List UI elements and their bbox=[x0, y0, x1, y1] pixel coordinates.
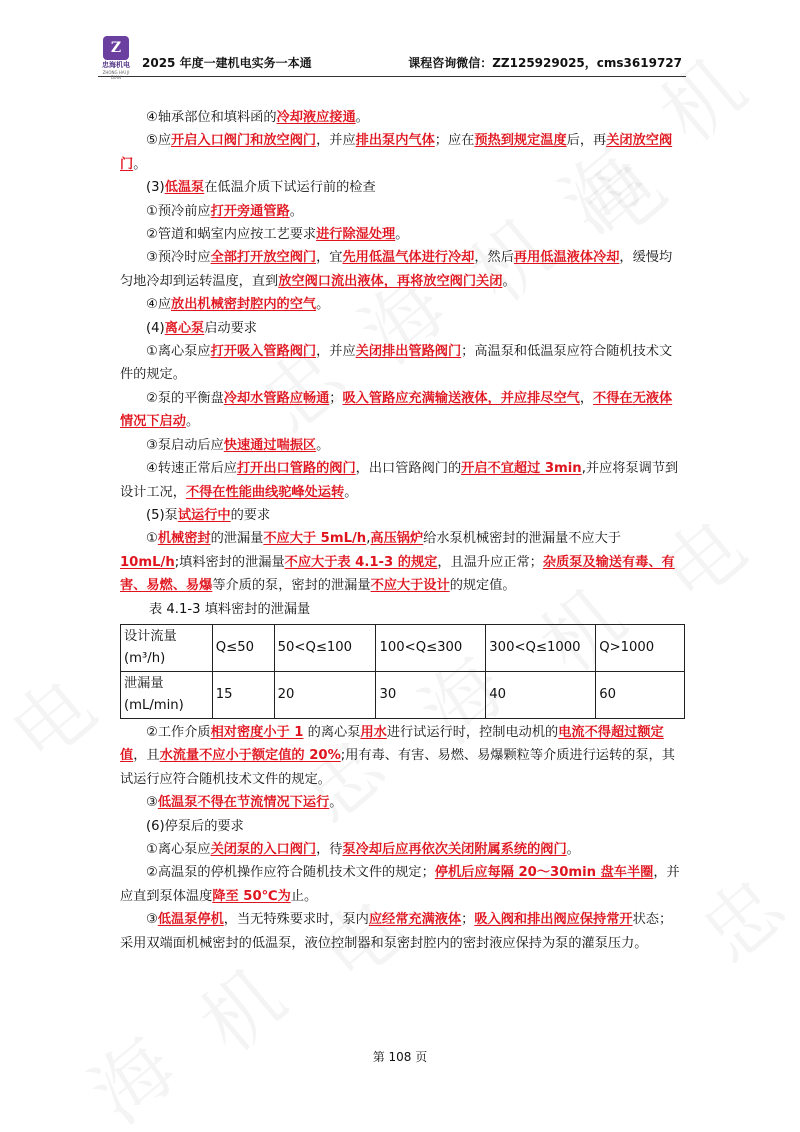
logo-mark-icon: Z bbox=[103, 36, 129, 60]
body-text: ①预冷前应 bbox=[146, 203, 211, 219]
highlighted-text: 先用低温气体进行冷却 bbox=[342, 250, 475, 266]
body-text: ，并应 bbox=[316, 133, 356, 149]
body-text: 给水泵机械密封的泄漏量不应大于 bbox=[423, 531, 621, 547]
body-text: ；应在 bbox=[434, 133, 475, 149]
body-text: 。 bbox=[289, 203, 303, 219]
highlighted-text: 关闭放空阀门 bbox=[120, 133, 673, 172]
highlighted-text: 用水 bbox=[360, 724, 387, 740]
table-cell: 300<Q≤1000 bbox=[486, 624, 596, 671]
highlighted-text: 低温泵停机 bbox=[157, 912, 224, 928]
body-text: ③ bbox=[146, 912, 158, 928]
header-contact: 课程咨询微信：ZZ125929025，cms3619727 bbox=[408, 56, 682, 70]
highlighted-text: 排出泵内气体 bbox=[355, 133, 435, 149]
body-text: ④转速正常后应 bbox=[146, 461, 237, 477]
body-text: 状态；采用双端面机械密封的低温泵，液位控制器和泵密封腔内的密封液应保持为泵的灌泵压力。 bbox=[120, 912, 673, 951]
table-row bbox=[121, 671, 685, 718]
body-text: 等介质的泵，密封的泄漏量 bbox=[212, 578, 371, 594]
leakage-table bbox=[120, 624, 685, 719]
paragraph-group-2 bbox=[120, 721, 680, 955]
highlighted-text: 吸入阀和排出阀应保持常开 bbox=[474, 912, 633, 928]
highlighted-text: 预热到规定温度 bbox=[474, 133, 567, 149]
body-text: ，宜 bbox=[316, 250, 343, 266]
highlighted-text: 全部打开放空阀门 bbox=[210, 250, 317, 266]
body-text: 的规定值。 bbox=[449, 578, 516, 594]
highlighted-text: 应经常充满液体 bbox=[368, 912, 462, 928]
logo-subtext: ZHONG HAI JI DIAN bbox=[102, 70, 130, 80]
body-text: ，且温升应正常； bbox=[437, 554, 543, 570]
body-text: ，并应直到泵体温度 bbox=[120, 865, 680, 904]
highlighted-text: 进行除湿处理 bbox=[316, 227, 396, 243]
highlighted-text: 打开出口管路的阀门 bbox=[236, 461, 356, 477]
body-text: (6)停泵后的要求 bbox=[146, 818, 244, 834]
highlighted-text: 杂质泵及输送有毒、有害、易燃、易爆 bbox=[120, 554, 675, 594]
table-cell: 50<Q≤100 bbox=[274, 624, 376, 671]
body-text: ① bbox=[146, 531, 158, 547]
paragraph bbox=[120, 504, 680, 527]
body-text: ，且 bbox=[133, 748, 160, 764]
body-text: 进行试运行时，控制电动机的 bbox=[386, 724, 559, 740]
body-text: (5)泵 bbox=[146, 507, 178, 523]
paragraph bbox=[120, 434, 680, 457]
highlighted-text: 电流不得超过额定值 bbox=[120, 724, 664, 764]
highlighted-text: 再用低温液体冷却 bbox=[513, 250, 620, 266]
highlighted-text: 相对密度小于 1 bbox=[210, 724, 304, 740]
paragraph bbox=[120, 721, 680, 791]
body-text: ;填料密封的泄漏量 bbox=[174, 554, 285, 570]
table-cell: 60 bbox=[596, 671, 685, 718]
table-caption: 表 4.1-3 填料密封的泄漏量 bbox=[149, 601, 311, 617]
table-cell: 20 bbox=[274, 671, 376, 718]
table-cell: 30 bbox=[376, 671, 486, 718]
paragraph bbox=[120, 106, 680, 129]
body-text: 。 bbox=[329, 795, 343, 811]
body-text: 。 bbox=[395, 227, 409, 243]
table-cell: 100<Q≤300 bbox=[376, 624, 486, 671]
paragraph bbox=[120, 317, 680, 340]
highlighted-text: 降至 50℃为 bbox=[212, 888, 291, 904]
logo-text: 忠海机电 bbox=[102, 61, 130, 69]
paragraph bbox=[120, 129, 680, 176]
body-text: ，并应 bbox=[316, 344, 356, 360]
table-cell: 40 bbox=[486, 671, 596, 718]
highlighted-text: 不得在无液体情况下启动 bbox=[120, 390, 673, 430]
highlighted-text: 开启不宜超过 3min bbox=[461, 461, 582, 477]
paragraph bbox=[120, 176, 680, 199]
highlighted-text: 停机后应每隔 20～30min 盘车半圈 bbox=[434, 865, 654, 881]
highlighted-text: 高压锅炉 bbox=[370, 531, 424, 547]
body-text: ，然后 bbox=[474, 250, 514, 266]
body-text: 在低温介质下试运行前的检查 bbox=[204, 180, 376, 196]
body-text: 的离心泵 bbox=[303, 724, 361, 740]
body-text: ；高温泵和低温泵应符合随机技术文件的规定。 bbox=[120, 344, 673, 383]
paragraph bbox=[120, 387, 680, 434]
highlighted-text: 冷却液应接通 bbox=[276, 110, 356, 125]
highlighted-text: 不应大于设计 bbox=[370, 578, 450, 594]
body-text: ，当无特殊要求时，泵内 bbox=[223, 912, 369, 928]
body-text: ，缓慢均匀地冷却到运转温度，直到 bbox=[120, 250, 673, 289]
body-text: ④轴承部位和填料函的 bbox=[146, 110, 277, 125]
paragraph bbox=[120, 200, 680, 223]
body-text: ③ bbox=[146, 795, 158, 811]
highlighted-text: 关闭泵的入口阀门 bbox=[210, 841, 317, 857]
body-text: 。 bbox=[316, 297, 330, 313]
body-text: , bbox=[366, 531, 371, 547]
body-text: 。 bbox=[566, 841, 580, 857]
body-text: ②泵的平衡盘 bbox=[146, 390, 224, 406]
paragraph bbox=[120, 815, 680, 838]
body-text: ， bbox=[579, 390, 594, 406]
body-text: 止。 bbox=[290, 888, 318, 904]
body-text: 的要求 bbox=[230, 507, 271, 523]
body-text: ③预冷时应 bbox=[146, 250, 211, 266]
table-cell: 15 bbox=[212, 671, 274, 718]
body-text: ②工作介质 bbox=[146, 724, 211, 740]
highlighted-text: 低温泵不得在节流情况下运行 bbox=[157, 795, 330, 811]
body-text: 的泄漏量 bbox=[210, 531, 264, 547]
body-text: (3) bbox=[146, 180, 165, 196]
page-header bbox=[98, 40, 686, 80]
highlighted-text: 不得在性能曲线驼峰处运转 bbox=[185, 484, 345, 500]
body-text: ③泵启动后应 bbox=[146, 437, 224, 453]
table-cell: Q>1000 bbox=[596, 624, 685, 671]
document-body bbox=[120, 106, 680, 955]
highlighted-text: 水流量不应小于额定值的 20% bbox=[159, 748, 341, 764]
body-text: ②高温泵的停机操作应符合随机技术文件的规定； bbox=[146, 865, 435, 881]
body-text: 。 bbox=[316, 437, 330, 453]
page-number: 第 108 页 bbox=[372, 1050, 428, 1064]
body-text: 。 bbox=[344, 484, 358, 500]
body-text: 。 bbox=[133, 156, 147, 172]
paragraph-group-1 bbox=[120, 106, 680, 598]
body-text: ①离心泵应 bbox=[146, 841, 211, 857]
body-text: ;用有毒、有害、易燃、易爆颗粒等介质进行运转的泵，其试运行应符合随机技术文件的规定。 bbox=[120, 748, 675, 787]
highlighted-text: 放出机械密封腔内的空气 bbox=[171, 297, 317, 313]
body-text: ⑤应 bbox=[146, 133, 172, 149]
paragraph bbox=[120, 223, 680, 246]
body-text: 。 bbox=[355, 110, 369, 125]
body-text: ，待 bbox=[316, 841, 343, 857]
company-logo bbox=[98, 36, 134, 80]
body-text: ,并应将泵调节到设计工况， bbox=[120, 461, 679, 500]
body-text: 启动要求 bbox=[204, 320, 257, 336]
table-cell: 泄漏量(mL/min) bbox=[121, 671, 213, 718]
body-text: 。 bbox=[185, 414, 200, 430]
highlighted-text: 泵冷却后应再依次关闭附属系统的阀门 bbox=[342, 841, 567, 857]
highlighted-text: 关闭排出管路阀门 bbox=[355, 344, 462, 360]
table-cell: 设计流量(m³/h) bbox=[121, 624, 213, 671]
body-text: ①离心泵应 bbox=[146, 344, 211, 360]
highlighted-text: 试运行中 bbox=[177, 507, 231, 523]
paragraph bbox=[120, 246, 680, 293]
highlighted-text: 机械密封 bbox=[157, 531, 211, 547]
body-text: 。 bbox=[502, 273, 516, 289]
highlighted-text: 吸入管路应充满输送液体，并应排尽空气 bbox=[342, 390, 580, 406]
highlighted-text: 不应大于 5mL/h bbox=[263, 531, 367, 547]
table-header-row bbox=[121, 624, 685, 671]
body-text: ； bbox=[461, 912, 475, 928]
body-text: ，出口管路阀门的 bbox=[355, 461, 462, 477]
paragraph bbox=[120, 340, 680, 387]
paragraph bbox=[120, 457, 680, 504]
highlighted-text: 快速通过喘振区 bbox=[223, 437, 317, 453]
paragraph bbox=[120, 527, 680, 597]
highlighted-text: 打开旁通管路 bbox=[210, 203, 290, 219]
paragraph bbox=[120, 908, 680, 955]
table-cell: Q≤50 bbox=[212, 624, 274, 671]
highlighted-text: 打开吸入管路阀门 bbox=[210, 344, 317, 360]
header-title: 2025 年度一建机电实务一本通 bbox=[142, 56, 312, 70]
highlighted-text: 离心泵 bbox=[164, 320, 205, 336]
highlighted-text: 不应大于表 4.1-3 的规定 bbox=[284, 554, 438, 570]
body-text: 后，再 bbox=[566, 133, 607, 149]
paragraph bbox=[120, 838, 680, 861]
highlighted-text: 冷却水管路应畅通 bbox=[223, 390, 330, 406]
body-text: ； bbox=[329, 390, 343, 406]
highlighted-text: 放空阀口流出液体，再将放空阀门关闭 bbox=[278, 273, 503, 289]
body-text: ②管道和蜗室内应按工艺要求 bbox=[146, 227, 317, 243]
paragraph bbox=[120, 791, 680, 814]
paragraph bbox=[120, 861, 680, 908]
body-text: (4) bbox=[146, 320, 165, 336]
paragraph bbox=[120, 293, 680, 316]
highlighted-text: 低温泵 bbox=[164, 180, 205, 196]
body-text: ④应 bbox=[146, 297, 172, 313]
highlighted-text: 10mL/h bbox=[120, 554, 175, 570]
highlighted-text: 开启入口阀门和放空阀门 bbox=[171, 133, 317, 149]
